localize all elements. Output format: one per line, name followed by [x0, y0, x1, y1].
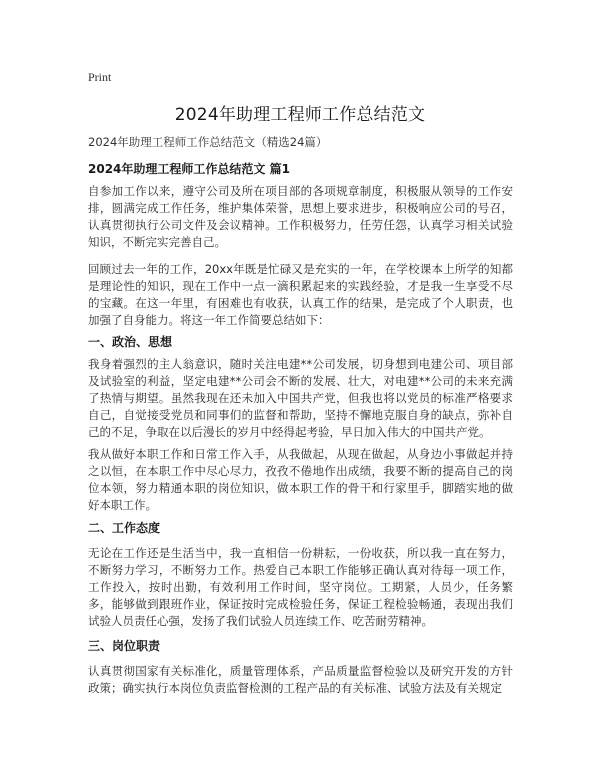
article-heading: 2024年助理工程师工作总结范文 篇1 — [88, 162, 290, 176]
section-title-politics: 一、政治、思想 — [88, 335, 173, 349]
politics-paragraph-2: 我从做好本职工作和日常工作入手，从我做起，从现在做起，从身边小事做起并持之以恒，在本职工作中尽心尽力，孜孜不倦地作出成绩，我要不断的提高自己的岗位本领，努力精通本职的岗位知识，做本职工作的骨干和行家里手，脚踏实地的做好本职工作。 — [88, 447, 513, 512]
attitude-paragraph: 无论在工作还是生活当中，我一直相信一份耕耘，一份收获，所以我一直在努力，不断努力学习，不断努力工作。热爱自己本职工作能够正确认真对待每一项工作，工作投入，按时出勤，有效利用工作时间，坚守岗位。工期紧，人员少，任务繁多，能够做到跟班作业，保证按时完成检验任务，保证工程检验畅通，表现出我们试验人员责任心强，发扬了我们试验人员连续工作、吃苦耐劳精神。 — [88, 546, 513, 628]
document-subtitle: 2024年助理工程师工作总结范文（精选24篇） — [88, 135, 328, 149]
document-title: 2024年助理工程师工作总结范文 — [174, 105, 426, 125]
section-title-attitude: 二、工作态度 — [88, 521, 161, 535]
intro-paragraph-2: 回顾过去一年的工作，20xx年既是忙碌又是充实的一年，在学校课本上所学的知都是理论性的知识，现在工作中一点一滴积累起来的实践经验，才是我一生享受不尽的宝藏。在这一年里，有困难也有收获，认真工作的结果，是完成了个人职责，也加强了自身能力。将这一年工作简要总结如下： — [88, 262, 513, 327]
section-title-duties: 三、岗位职责 — [88, 639, 161, 653]
politics-paragraph-1: 我身着强烈的主人翁意识，随时关注电建**公司发展，切身想到电建公司、项目部及试验室的利益，坚定电建**公司会不断的发展、壮大，对电建**公司的未来充满了热情与期望。虽然我现在还未加入中国共产党，但我也将以党员的标准严格要求自己，自觉接受党员和同事们的监督和帮助，坚持不懈地克服自身的缺点，弥补自己的不足，争取在以后漫长的岁月中经得起考验，早日加入伟大的中国共产党。 — [88, 357, 513, 439]
print-link[interactable]: Print — [88, 70, 112, 84]
duties-paragraph: 认真贯彻国家有关标准化，质量管理体系，产品质量监督检验以及研究开发的方针政策；确实执行本岗位负责监督检测的工程产品的有关标准、试验方法及有关规定 — [88, 664, 513, 695]
intro-paragraph-1: 自参加工作以来，遵守公司及所在项目部的各项规章制度，积极服从领导的工作安排，圆满完成工作任务，维护集体荣誉，思想上要求进步，积极响应公司的号召，认真贯彻执行公司文件及会议精神。工作积极努力，任劳任怨，认真学习相关试验知识，不断完实完善自己。 — [88, 184, 513, 249]
